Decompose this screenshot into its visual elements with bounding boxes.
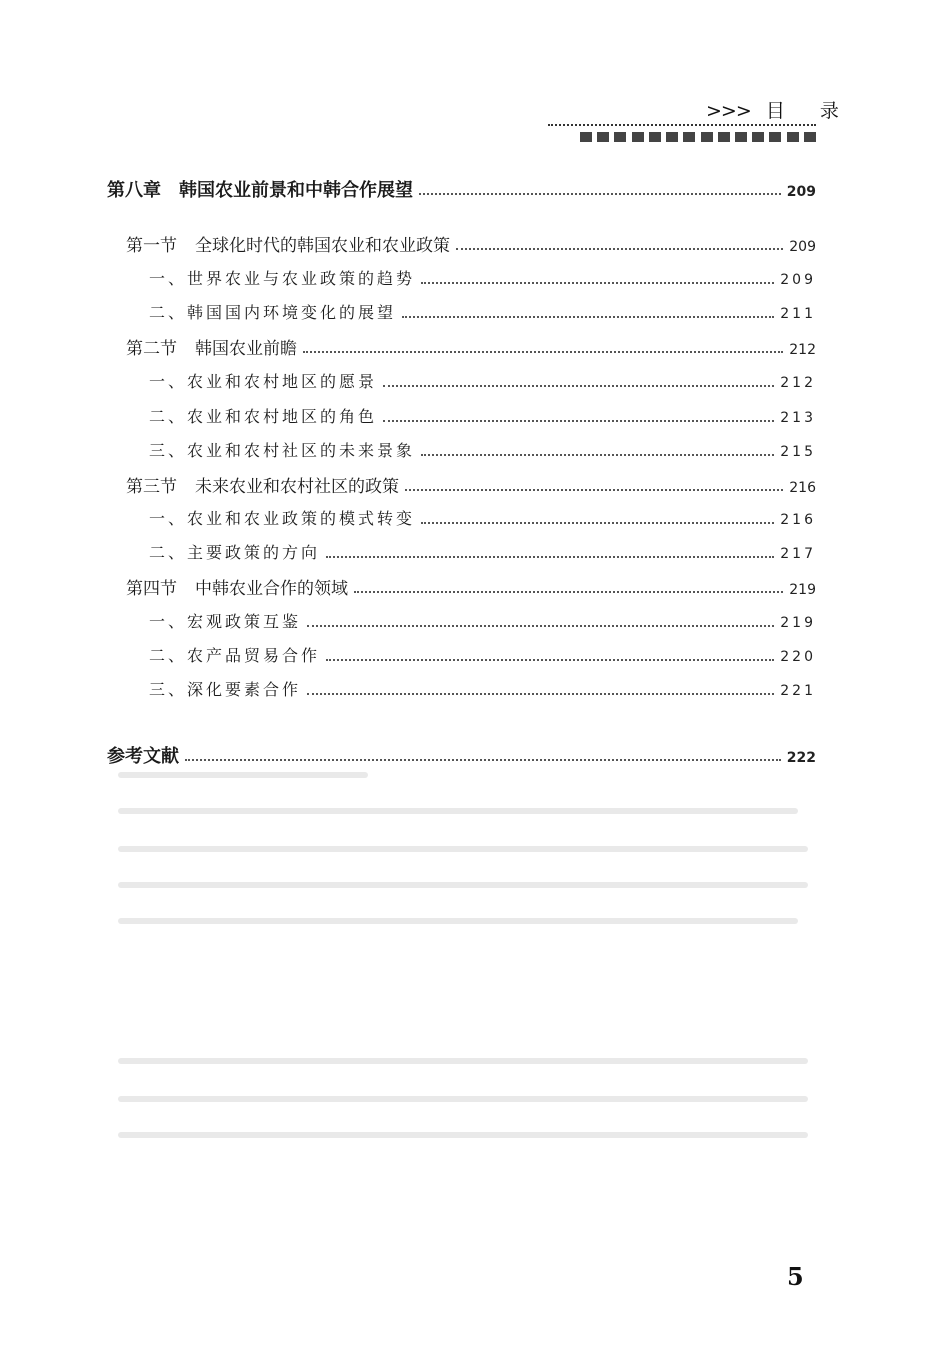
page-ref: 209 [780, 272, 816, 288]
item-title: 三、农业和农村社区的未来景象 [149, 441, 416, 460]
section-number: 第二节 [126, 339, 177, 359]
page-ref: 212 [789, 342, 816, 358]
page-ref: 221 [780, 683, 816, 699]
page-ref: 211 [780, 306, 816, 322]
show-through-line [118, 882, 808, 888]
toc-item[interactable] [149, 266, 816, 289]
toc-item[interactable] [149, 540, 816, 563]
page-ref: 217 [780, 546, 816, 562]
section-title: 全球化时代的韩国农业和农业政策 [195, 236, 450, 256]
dot-leader [402, 316, 774, 318]
show-through-line [118, 808, 798, 814]
toc-section-2[interactable] [126, 334, 816, 359]
dot-leader [421, 454, 774, 456]
header-dotted-rule [548, 124, 816, 126]
item-title: 三、深化要素合作 [149, 680, 302, 699]
dot-leader [326, 659, 774, 661]
page-ref: 219 [789, 582, 816, 598]
show-through-line [118, 846, 808, 852]
toc-item[interactable] [149, 643, 816, 666]
toc-item[interactable] [149, 506, 816, 529]
toc-chapter-8[interactable] [107, 176, 816, 202]
toc-item[interactable] [149, 404, 816, 427]
dot-leader [421, 522, 774, 524]
toc-item[interactable] [149, 677, 816, 700]
toc-section-1[interactable] [126, 231, 816, 256]
page-ref: 215 [780, 444, 816, 460]
toc-item[interactable] [149, 300, 816, 323]
dot-leader [185, 759, 781, 761]
toc-section-4[interactable] [126, 574, 816, 599]
page-ref: 216 [789, 480, 816, 496]
show-through-line [118, 1132, 808, 1138]
toc-section-3[interactable] [126, 472, 816, 497]
page-ref: 219 [780, 615, 816, 631]
show-through-line [118, 1058, 808, 1064]
toc-item[interactable] [149, 609, 816, 632]
references-title: 参考文献 [107, 746, 179, 767]
section-title: 未来农业和农村社区的政策 [195, 477, 399, 497]
item-title: 一、农业和农业政策的模式转变 [149, 509, 416, 528]
section-title: 中韩农业合作的领域 [195, 579, 348, 599]
page-ref: 220 [780, 649, 816, 665]
show-through-line [118, 772, 368, 778]
page-ref: 222 [786, 750, 816, 766]
show-through-line [118, 918, 798, 924]
section-number: 第三节 [126, 477, 177, 497]
header-block-bar [580, 132, 816, 142]
page-ref: 213 [780, 410, 816, 426]
dot-leader [419, 193, 781, 195]
dot-leader [456, 248, 783, 250]
page-ref: 209 [789, 239, 816, 255]
item-title: 一、农业和农村地区的愿景 [149, 372, 378, 391]
dot-leader [303, 351, 783, 353]
section-number: 第四节 [126, 579, 177, 599]
page-ref: 212 [780, 375, 816, 391]
item-title: 一、宏观政策互鉴 [149, 612, 302, 631]
toc-item[interactable] [149, 438, 816, 461]
section-title: 韩国农业前瞻 [195, 339, 297, 359]
chapter-number: 第八章 [107, 180, 161, 201]
show-through-line [118, 1096, 808, 1102]
dot-leader [307, 625, 774, 627]
dot-leader [326, 556, 774, 558]
section-number: 第一节 [126, 236, 177, 256]
toc-item[interactable] [149, 369, 816, 392]
item-title: 一、世界农业与农业政策的趋势 [149, 269, 416, 288]
dot-leader [405, 489, 783, 491]
header-title-char-2: 录 [819, 100, 840, 122]
page-ref: 209 [786, 184, 816, 200]
dot-leader [383, 385, 774, 387]
dot-leader [307, 693, 774, 695]
running-header [706, 96, 840, 123]
dot-leader [354, 591, 783, 593]
item-title: 二、主要政策的方向 [149, 543, 321, 562]
toc-references[interactable] [107, 742, 816, 768]
header-arrows: >>> [706, 100, 751, 122]
chapter-title: 韩国农业前景和中韩合作展望 [179, 180, 413, 201]
page-ref: 216 [780, 512, 816, 528]
dot-leader [383, 420, 774, 422]
folio-page-number: 5 [787, 1262, 804, 1291]
item-title: 二、农产品贸易合作 [149, 646, 321, 665]
header-title-char-1: 目 [765, 100, 786, 122]
item-title: 二、韩国国内环境变化的展望 [149, 303, 397, 322]
item-title: 二、农业和农村地区的角色 [149, 407, 378, 426]
dot-leader [421, 282, 774, 284]
